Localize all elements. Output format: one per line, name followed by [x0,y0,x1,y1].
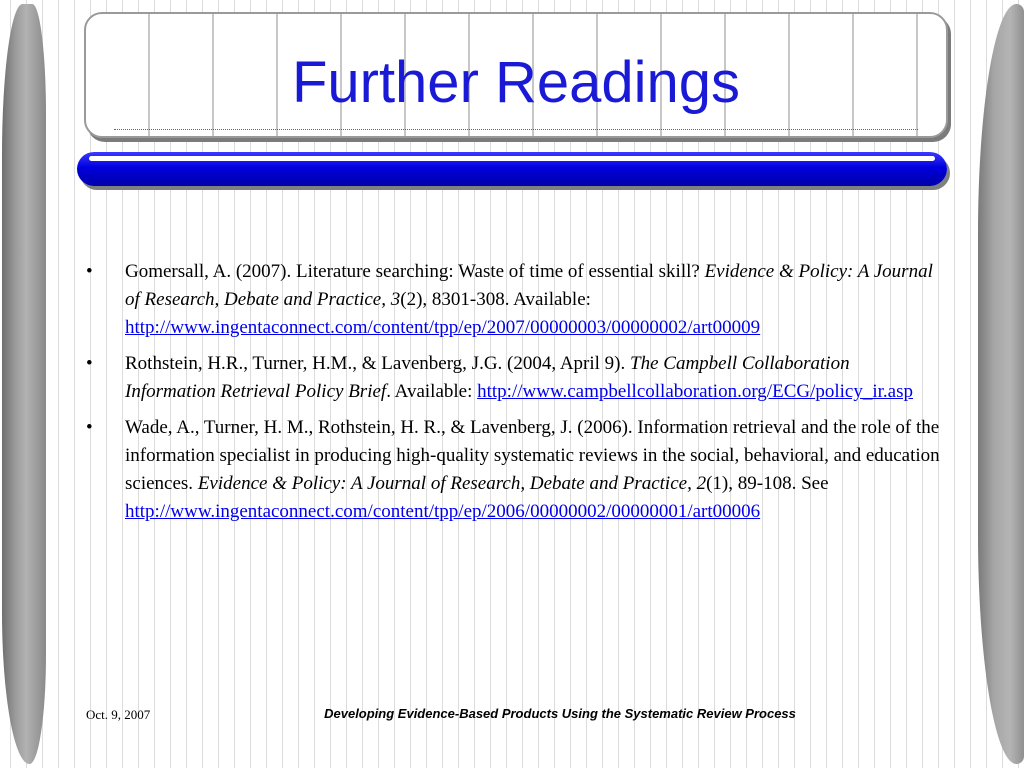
reference-journal: Evidence & Policy: A Journal of Research, Debate and Practice, 3 [125,261,933,310]
reference-details: (2), 8301-308. Available: [400,289,591,310]
reference-item [86,414,942,526]
reference-text: Rothstein, H.R., Turner, H.M., & Lavenberg, J.G. (2004, April 9). [125,353,631,374]
bullet: • [86,417,93,438]
reference-text: Wade, A., Turner, H. M., Rothstein, H. R., & Lavenberg, J. (2006). Information retrieval and the role of the information specialist in producing high-quality systematic reviews in the social, behavioral, and education sciences. [125,417,940,494]
reference-details: (1), 89-108. See [706,473,829,494]
reference-list [86,258,942,534]
reference-text: Gomersall, A. (2007). Literature searching: Waste of time of essential skill? [125,261,705,282]
reference-details: . Available: [386,381,473,402]
reference-link[interactable]: http://www.campbellcollaboration.org/ECG/policy_ir.asp [477,381,913,402]
footer-date: Oct. 9, 2007 [86,707,151,722]
title-bar-highlight [89,156,935,161]
reference-item [86,350,942,406]
reference-journal: Evidence & Policy: A Journal of Research, Debate and Practice, 2 [197,473,707,494]
reference-link[interactable]: http://www.ingentaconnect.com/content/tpp/ep/2006/00000002/00000001/art00006 [125,501,761,522]
slide-title: Further Readings [291,50,741,115]
left-side-decoration [2,4,46,764]
title-frame [84,12,948,138]
right-side-decoration [978,4,1024,764]
footer-title: Developing Evidence-Based Products Using the Systematic Review Process [324,706,796,721]
reference-item [86,258,942,342]
bullet: • [86,261,93,282]
reference-journal: The Campbell Collaboration Information Retrieval Policy Brief [125,353,850,402]
reference-link[interactable]: http://www.ingentaconnect.com/content/tpp/ep/2007/00000003/00000002/art00009 [125,317,761,338]
bullet: • [86,353,93,374]
title-underline-bar [77,152,947,186]
